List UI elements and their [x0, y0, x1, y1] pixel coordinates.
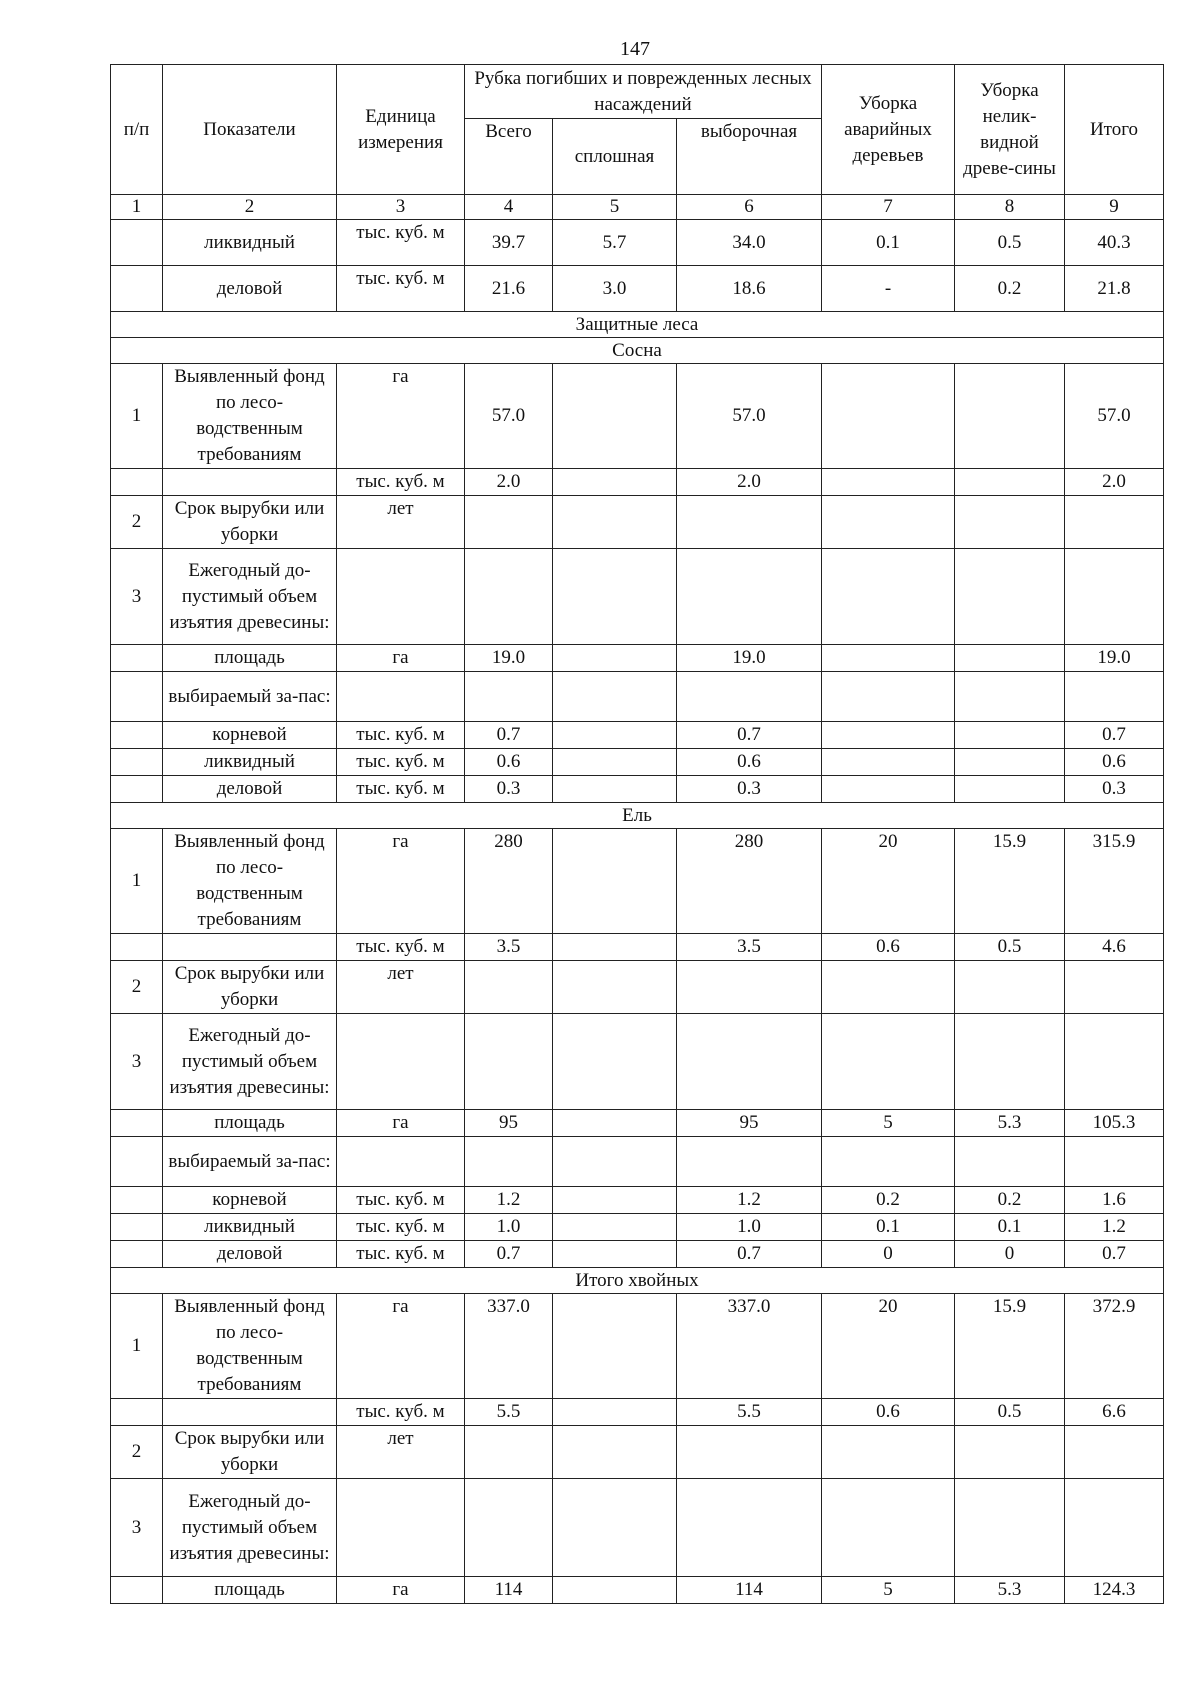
column-number: 3 — [337, 195, 465, 220]
cell-indicator: ликвидный — [163, 1214, 337, 1241]
cell-emergency — [822, 776, 955, 803]
cell-selective — [677, 1426, 822, 1479]
cell-clear — [553, 934, 677, 961]
cell-total: 3.5 — [465, 934, 553, 961]
cell-emergency — [822, 496, 955, 549]
cell-unit: тыс. куб. м — [337, 266, 465, 312]
table-row — [111, 469, 1164, 496]
header-unit: Единица измерения — [337, 65, 465, 195]
cell-indicator: Срок вырубки или уборки — [163, 961, 337, 1014]
header-emergency: Уборка аварийных деревьев — [822, 65, 955, 195]
section-row — [111, 1268, 1164, 1294]
cell-indicator: Срок вырубки или уборки — [163, 1426, 337, 1479]
cell-nonliquid — [955, 645, 1065, 672]
cell-num — [111, 1110, 163, 1137]
cell-num — [111, 776, 163, 803]
cell-nonliquid: 15.9 — [955, 829, 1065, 934]
cell-num: 3 — [111, 1014, 163, 1110]
cell-selective: 0.7 — [677, 1241, 822, 1268]
table-row — [111, 722, 1164, 749]
cell-unit: лет — [337, 1426, 465, 1479]
cell-clear — [553, 549, 677, 645]
cell-itogo: 1.6 — [1065, 1187, 1164, 1214]
cell-clear: 5.7 — [553, 220, 677, 266]
cell-indicator: деловой — [163, 776, 337, 803]
header-num: п/п — [111, 65, 163, 195]
cell-clear — [553, 776, 677, 803]
cell-num: 3 — [111, 549, 163, 645]
cell-emergency — [822, 1479, 955, 1577]
column-number: 6 — [677, 195, 822, 220]
table-row — [111, 1187, 1164, 1214]
cell-emergency — [822, 645, 955, 672]
section-title: Защитные леса — [111, 312, 1164, 338]
cell-itogo — [1065, 496, 1164, 549]
cell-unit: тыс. куб. м — [337, 1214, 465, 1241]
cell-selective: 5.5 — [677, 1399, 822, 1426]
cell-total: 280 — [465, 829, 553, 934]
header-indicator: Показатели — [163, 65, 337, 195]
table-row — [111, 549, 1164, 645]
cell-indicator: площадь — [163, 1110, 337, 1137]
cell-selective: 337.0 — [677, 1294, 822, 1399]
cell-num — [111, 220, 163, 266]
cell-clear — [553, 1294, 677, 1399]
cell-unit: лет — [337, 496, 465, 549]
column-number: 4 — [465, 195, 553, 220]
cell-total — [465, 961, 553, 1014]
cell-unit — [337, 1479, 465, 1577]
table-row — [111, 1577, 1164, 1604]
cell-selective — [677, 961, 822, 1014]
cell-itogo — [1065, 672, 1164, 722]
cell-nonliquid: 0.5 — [955, 220, 1065, 266]
cell-selective: 0.7 — [677, 722, 822, 749]
cell-total — [465, 1426, 553, 1479]
section-title: Итого хвойных — [111, 1268, 1164, 1294]
cell-num — [111, 722, 163, 749]
cell-nonliquid: 5.3 — [955, 1577, 1065, 1604]
table-row — [111, 1479, 1164, 1577]
table-row — [111, 1110, 1164, 1137]
table-row — [111, 1399, 1164, 1426]
cell-num — [111, 1241, 163, 1268]
cell-unit: тыс. куб. м — [337, 749, 465, 776]
header-selective: выборочная — [677, 119, 822, 195]
cell-total — [465, 496, 553, 549]
cell-emergency: 20 — [822, 1294, 955, 1399]
cell-clear — [553, 1577, 677, 1604]
cell-emergency: 0.1 — [822, 220, 955, 266]
cell-num — [111, 469, 163, 496]
table-row — [111, 1241, 1164, 1268]
cell-emergency — [822, 549, 955, 645]
cell-nonliquid: 0.5 — [955, 1399, 1065, 1426]
header-nonliquid: Уборка нелик-видной древе-сины — [955, 65, 1065, 195]
table-row — [111, 961, 1164, 1014]
cell-nonliquid — [955, 776, 1065, 803]
cell-unit: тыс. куб. м — [337, 1241, 465, 1268]
cell-num: 1 — [111, 829, 163, 934]
cell-itogo — [1065, 1426, 1164, 1479]
cell-nonliquid — [955, 1426, 1065, 1479]
cell-itogo: 0.7 — [1065, 1241, 1164, 1268]
cell-total — [465, 549, 553, 645]
cell-total: 0.7 — [465, 722, 553, 749]
table-row — [111, 829, 1164, 934]
cell-num: 1 — [111, 1294, 163, 1399]
cell-clear — [553, 1137, 677, 1187]
cell-total — [465, 1479, 553, 1577]
cell-selective — [677, 672, 822, 722]
cell-indicator: площадь — [163, 645, 337, 672]
cell-total: 1.2 — [465, 1187, 553, 1214]
cell-nonliquid: 5.3 — [955, 1110, 1065, 1137]
table-row — [111, 1014, 1164, 1110]
cell-selective: 0.6 — [677, 749, 822, 776]
cell-clear — [553, 829, 677, 934]
cell-unit: га — [337, 364, 465, 469]
section-title: Сосна — [111, 338, 1164, 364]
cell-num — [111, 749, 163, 776]
cell-clear — [553, 749, 677, 776]
cell-nonliquid — [955, 1479, 1065, 1577]
cell-nonliquid — [955, 722, 1065, 749]
cell-clear — [553, 496, 677, 549]
cell-num: 2 — [111, 496, 163, 549]
cell-itogo: 0.3 — [1065, 776, 1164, 803]
cell-itogo: 40.3 — [1065, 220, 1164, 266]
cell-nonliquid: 15.9 — [955, 1294, 1065, 1399]
cell-num — [111, 934, 163, 961]
cell-emergency — [822, 961, 955, 1014]
cell-indicator: корневой — [163, 722, 337, 749]
header-total: Всего — [465, 119, 553, 195]
cell-indicator: Выявленный фонд по лесо-водственным требованиям — [163, 829, 337, 934]
cell-nonliquid — [955, 496, 1065, 549]
cell-unit: тыс. куб. м — [337, 934, 465, 961]
table-row — [111, 645, 1164, 672]
cell-indicator: Ежегодный до-пустимый объем изъятия древесины: — [163, 1014, 337, 1110]
cell-selective: 18.6 — [677, 266, 822, 312]
cell-itogo: 105.3 — [1065, 1110, 1164, 1137]
table-row — [111, 496, 1164, 549]
table-row — [111, 749, 1164, 776]
cell-itogo: 1.2 — [1065, 1214, 1164, 1241]
table-row — [111, 1214, 1164, 1241]
cell-nonliquid — [955, 749, 1065, 776]
cell-unit: га — [337, 1294, 465, 1399]
cell-selective: 2.0 — [677, 469, 822, 496]
cell-total: 0.3 — [465, 776, 553, 803]
cell-total: 95 — [465, 1110, 553, 1137]
cell-total: 5.5 — [465, 1399, 553, 1426]
cell-num — [111, 645, 163, 672]
cell-emergency — [822, 469, 955, 496]
cell-total: 0.6 — [465, 749, 553, 776]
cell-itogo: 0.6 — [1065, 749, 1164, 776]
cell-indicator: Выявленный фонд по лесо-водственным требованиям — [163, 364, 337, 469]
cell-unit: тыс. куб. м — [337, 722, 465, 749]
cell-emergency: 5 — [822, 1110, 955, 1137]
cell-nonliquid — [955, 1014, 1065, 1110]
cell-total: 21.6 — [465, 266, 553, 312]
cell-itogo — [1065, 961, 1164, 1014]
cell-selective: 57.0 — [677, 364, 822, 469]
table-row — [111, 672, 1164, 722]
cell-clear — [553, 1479, 677, 1577]
cell-emergency: 0.1 — [822, 1214, 955, 1241]
cell-selective: 114 — [677, 1577, 822, 1604]
cell-nonliquid: 0 — [955, 1241, 1065, 1268]
cell-selective — [677, 1014, 822, 1110]
cell-indicator: Срок вырубки или уборки — [163, 496, 337, 549]
section-row — [111, 338, 1164, 364]
cell-num — [111, 1214, 163, 1241]
cell-selective: 19.0 — [677, 645, 822, 672]
cell-clear — [553, 961, 677, 1014]
cell-num — [111, 266, 163, 312]
cell-itogo: 19.0 — [1065, 645, 1164, 672]
cell-emergency: 0 — [822, 1241, 955, 1268]
cell-unit: тыс. куб. м — [337, 220, 465, 266]
cell-unit: га — [337, 645, 465, 672]
cell-indicator: корневой — [163, 1187, 337, 1214]
cell-selective — [677, 1479, 822, 1577]
cell-selective — [677, 496, 822, 549]
cell-total — [465, 1014, 553, 1110]
cell-nonliquid — [955, 549, 1065, 645]
cell-selective: 280 — [677, 829, 822, 934]
cell-num — [111, 1137, 163, 1187]
cell-total: 114 — [465, 1577, 553, 1604]
table-row — [111, 1294, 1164, 1399]
cell-nonliquid: 0.2 — [955, 1187, 1065, 1214]
column-number: 5 — [553, 195, 677, 220]
cell-clear — [553, 469, 677, 496]
section-row — [111, 803, 1164, 829]
column-number: 1 — [111, 195, 163, 220]
cell-num: 2 — [111, 1426, 163, 1479]
cell-indicator: выбираемый за-пас: — [163, 1137, 337, 1187]
cell-clear — [553, 1426, 677, 1479]
cell-emergency — [822, 1014, 955, 1110]
cell-indicator — [163, 1399, 337, 1426]
cell-emergency — [822, 722, 955, 749]
forest-felling-table — [110, 64, 1164, 1604]
cell-num — [111, 1187, 163, 1214]
section-title: Ель — [111, 803, 1164, 829]
cell-unit: га — [337, 829, 465, 934]
cell-indicator: Ежегодный до-пустимый объем изъятия древесины: — [163, 1479, 337, 1577]
cell-selective — [677, 549, 822, 645]
cell-selective: 1.2 — [677, 1187, 822, 1214]
cell-unit — [337, 549, 465, 645]
cell-emergency: 0.6 — [822, 934, 955, 961]
cell-num: 3 — [111, 1479, 163, 1577]
page-number: 147 — [620, 38, 650, 60]
cell-unit: тыс. куб. м — [337, 776, 465, 803]
cell-num — [111, 1577, 163, 1604]
cell-total: 39.7 — [465, 220, 553, 266]
cell-emergency — [822, 672, 955, 722]
table-row — [111, 776, 1164, 803]
cell-total: 1.0 — [465, 1214, 553, 1241]
cell-emergency: 20 — [822, 829, 955, 934]
cell-clear — [553, 645, 677, 672]
cell-indicator: ликвидный — [163, 749, 337, 776]
cell-nonliquid — [955, 961, 1065, 1014]
cell-indicator: деловой — [163, 266, 337, 312]
cell-indicator: ликвидный — [163, 220, 337, 266]
cell-emergency — [822, 1426, 955, 1479]
cell-emergency: 0.6 — [822, 1399, 955, 1426]
header-clear: сплошная — [553, 119, 677, 195]
cell-total: 337.0 — [465, 1294, 553, 1399]
cell-itogo — [1065, 1479, 1164, 1577]
cell-indicator: Ежегодный до-пустимый объем изъятия древесины: — [163, 549, 337, 645]
cell-indicator — [163, 469, 337, 496]
table-row — [111, 1426, 1164, 1479]
cell-emergency — [822, 749, 955, 776]
cell-num — [111, 1399, 163, 1426]
cell-unit: га — [337, 1577, 465, 1604]
cell-selective: 3.5 — [677, 934, 822, 961]
cell-nonliquid: 0.2 — [955, 266, 1065, 312]
cell-indicator: деловой — [163, 1241, 337, 1268]
cell-itogo: 2.0 — [1065, 469, 1164, 496]
cell-clear — [553, 1014, 677, 1110]
table-row — [111, 364, 1164, 469]
cell-total: 2.0 — [465, 469, 553, 496]
cell-unit: га — [337, 1110, 465, 1137]
header-itogo: Итого — [1065, 65, 1164, 195]
cell-nonliquid: 0.1 — [955, 1214, 1065, 1241]
cell-unit — [337, 1137, 465, 1187]
cell-clear — [553, 364, 677, 469]
cell-clear: 3.0 — [553, 266, 677, 312]
cell-indicator — [163, 934, 337, 961]
column-number: 7 — [822, 195, 955, 220]
cell-itogo — [1065, 1014, 1164, 1110]
cell-indicator: площадь — [163, 1577, 337, 1604]
cell-indicator: выбираемый за-пас: — [163, 672, 337, 722]
cell-itogo — [1065, 549, 1164, 645]
cell-itogo: 4.6 — [1065, 934, 1164, 961]
cell-num: 2 — [111, 961, 163, 1014]
cell-unit — [337, 1014, 465, 1110]
table-row — [111, 266, 1164, 312]
cell-unit — [337, 672, 465, 722]
cell-clear — [553, 1187, 677, 1214]
cell-unit: тыс. куб. м — [337, 1187, 465, 1214]
column-number: 9 — [1065, 195, 1164, 220]
header-felling-group: Рубка погибших и поврежденных лесных насаждений — [465, 65, 822, 119]
cell-unit: лет — [337, 961, 465, 1014]
cell-nonliquid — [955, 672, 1065, 722]
cell-selective: 95 — [677, 1110, 822, 1137]
cell-itogo: 315.9 — [1065, 829, 1164, 934]
cell-itogo: 372.9 — [1065, 1294, 1164, 1399]
table-row — [111, 934, 1164, 961]
cell-itogo: 21.8 — [1065, 266, 1164, 312]
cell-itogo: 57.0 — [1065, 364, 1164, 469]
cell-itogo: 6.6 — [1065, 1399, 1164, 1426]
cell-clear — [553, 1110, 677, 1137]
cell-emergency: 5 — [822, 1577, 955, 1604]
column-number: 2 — [163, 195, 337, 220]
table-row — [111, 1137, 1164, 1187]
cell-clear — [553, 672, 677, 722]
cell-clear — [553, 1399, 677, 1426]
cell-num — [111, 672, 163, 722]
cell-nonliquid — [955, 1137, 1065, 1187]
cell-total — [465, 1137, 553, 1187]
cell-total — [465, 672, 553, 722]
cell-clear — [553, 722, 677, 749]
cell-itogo — [1065, 1137, 1164, 1187]
cell-selective: 1.0 — [677, 1214, 822, 1241]
section-row — [111, 312, 1164, 338]
cell-total: 0.7 — [465, 1241, 553, 1268]
cell-unit: тыс. куб. м — [337, 469, 465, 496]
table-row — [111, 220, 1164, 266]
cell-emergency: 0.2 — [822, 1187, 955, 1214]
cell-clear — [553, 1241, 677, 1268]
cell-emergency: - — [822, 266, 955, 312]
cell-total: 57.0 — [465, 364, 553, 469]
cell-selective: 0.3 — [677, 776, 822, 803]
cell-clear — [553, 1214, 677, 1241]
cell-selective: 34.0 — [677, 220, 822, 266]
cell-itogo: 0.7 — [1065, 722, 1164, 749]
column-number-row — [111, 195, 1164, 220]
cell-emergency — [822, 1137, 955, 1187]
header-row-1 — [111, 65, 1164, 119]
cell-indicator: Выявленный фонд по лесо-водственным требованиям — [163, 1294, 337, 1399]
cell-emergency — [822, 364, 955, 469]
cell-nonliquid — [955, 364, 1065, 469]
cell-itogo: 124.3 — [1065, 1577, 1164, 1604]
cell-num: 1 — [111, 364, 163, 469]
column-number: 8 — [955, 195, 1065, 220]
cell-nonliquid — [955, 469, 1065, 496]
cell-total: 19.0 — [465, 645, 553, 672]
cell-unit: тыс. куб. м — [337, 1399, 465, 1426]
cell-nonliquid: 0.5 — [955, 934, 1065, 961]
cell-selective — [677, 1137, 822, 1187]
